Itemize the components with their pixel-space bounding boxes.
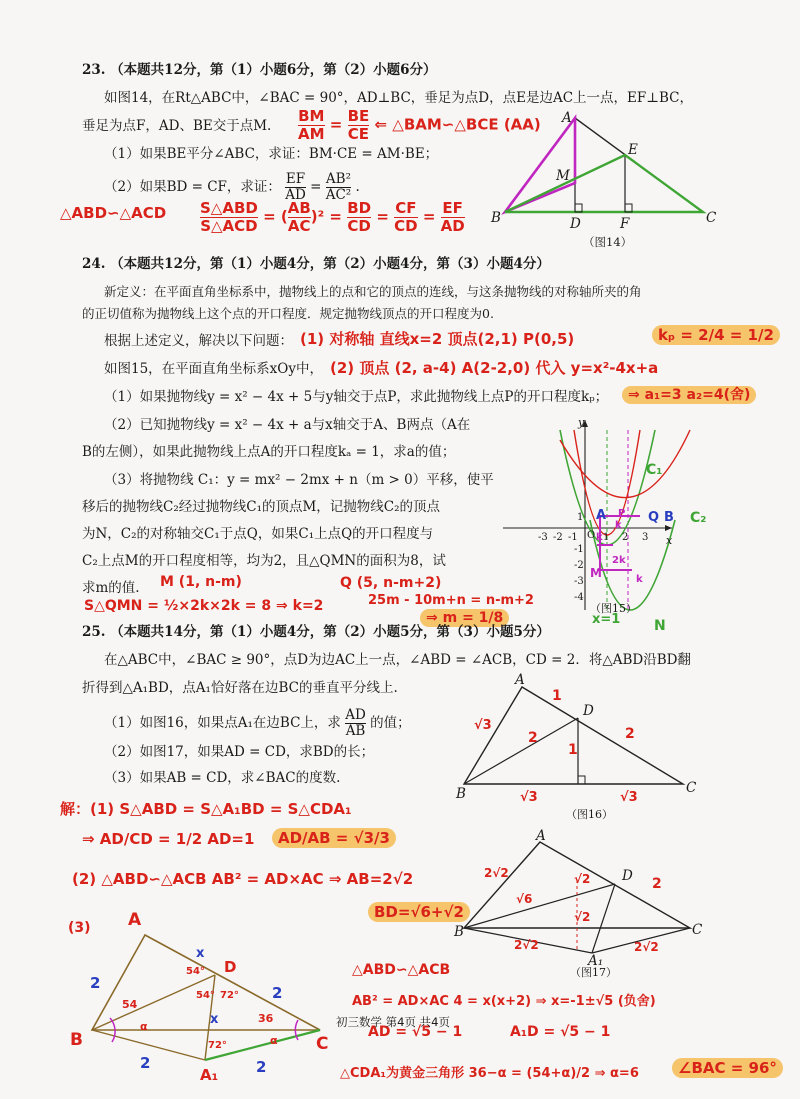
fig15-c1-label: C₁ xyxy=(646,462,663,478)
sketch-x1: x xyxy=(196,946,205,961)
fig16-ba1: √3 xyxy=(520,790,538,805)
fig15-tick-3: 3 xyxy=(642,532,649,543)
sketch-angle-54-b: 54 xyxy=(122,998,138,1011)
sketch-angle-54a: 54° xyxy=(186,966,205,977)
fig17-label-b: B xyxy=(454,924,464,940)
q24-part1: （1）如果抛物线y = x² − 4x + 5与y轴交于点P，求此抛物线上点P的开口程度kₚ； xyxy=(104,389,609,405)
hw25-ad: AD = √5 − 1 xyxy=(368,1024,463,1040)
page-footer: 初三数学 第4页 共4页 xyxy=(336,1015,450,1029)
hw25-equation: AB² = AD×AC 4 = x(x+2) ⇒ x=-1±√5 (负舍) xyxy=(352,994,656,1009)
q24-part3-line5: 求m的值. xyxy=(82,580,140,596)
fig17-label-c: C xyxy=(692,922,703,938)
hw23-ratio: $\frac{BM}{AM}$ = $\frac{BE}{CE}$ ⇐ △BAM∽△BCE (AA) xyxy=(298,107,541,143)
fig14-label-a: A xyxy=(562,110,572,126)
fig14-label-m: M xyxy=(556,168,570,184)
sketch-angle-36: 36 xyxy=(258,1012,274,1025)
q25-stem-line2: 折得到△A₁BD，点A₁恰好落在边BC的垂直平分线上. xyxy=(82,680,398,696)
fig15-ytick-m2: -2 xyxy=(574,560,584,571)
hw24-answer3: ⇒ a₁=3 a₂=4(舍) xyxy=(622,384,756,404)
hw25-answer3: ∠BAC = 96° xyxy=(672,1058,783,1078)
fig16-label-a: A xyxy=(515,672,525,688)
fig14-label-f: F xyxy=(620,216,630,232)
fig15-m-label: M xyxy=(590,566,602,580)
fig15-x1-label: x=1 xyxy=(592,612,621,627)
fig15-tick-m2: -2 xyxy=(553,532,563,543)
fig15-ytick-m1: -1 xyxy=(574,544,584,555)
sketch-label-b: B xyxy=(70,1030,83,1050)
sketch-alpha1: α xyxy=(140,1020,148,1033)
hw24-eq: 25m - 10m+n = n-m+2 xyxy=(368,593,534,608)
hw23-similar: △ABD∽△ACD xyxy=(60,204,167,222)
fig17-caption: （图17） xyxy=(570,966,617,979)
fig17-bd: √6 xyxy=(516,892,533,906)
sketch-label-a1: A₁ xyxy=(200,1066,219,1084)
hw25-answer2: BD=√6+√2 xyxy=(368,902,470,922)
q25-heading: 25. （本题共14分，第（1）小题4分，第（2）小题5分，第（3）小题5分） xyxy=(82,624,550,640)
sketch-label-d: D xyxy=(224,958,237,976)
fig14-label-c: C xyxy=(706,210,717,226)
fig17-ad: √2 xyxy=(574,872,591,886)
hw24-q: Q (5, n-m+2) xyxy=(340,575,442,591)
fig16-caption: （图16） xyxy=(566,808,613,821)
q25-part3: （3）如果AB = CD，求∠BAC的度数. xyxy=(104,770,341,786)
fig17-ba1: 2√2 xyxy=(514,938,539,952)
q24-def-line2: 的正切值称为抛物线上这个点的开口程度．规定抛物线顶点的开口程度为0. xyxy=(82,306,494,321)
hw25-solution-1: 解：(1) S△ABD = S△A₁BD = S△CDA₁ xyxy=(60,800,352,818)
hw25-answer1: AD/AB = √3/3 xyxy=(272,828,396,848)
fig16-dc: 2 xyxy=(625,726,635,742)
q25-part2: （2）如图17，如果AD = CD，求BD的长； xyxy=(104,744,375,760)
fig14-caption: （图14） xyxy=(583,235,633,249)
hw24-area: S△QMN = ½×2k×2k = 8 ⇒ k=2 xyxy=(84,598,324,614)
q24-def-line1: 新定义：在平面直角坐标系中，抛物线上的点和它的顶点的连线，与这条抛物线的对称轴所夹的角 xyxy=(104,284,642,299)
sketch-label-a: A xyxy=(128,910,142,930)
q24-heading: 24. （本题共12分，第（1）小题4分，第（2）小题4分，第（3）小题4分） xyxy=(82,256,550,272)
q25-part1: （1）如图16，如果点A₁在边BC上，求 $\frac{AD}{AB}$ 的值； xyxy=(104,707,411,739)
fig17-label-a1: A₁ xyxy=(588,953,604,969)
q24-part3-line1: （3）将抛物线 C₁：y = mx² − 2mx + n（m > 0）平移，使平 xyxy=(104,472,494,488)
fig17-dc: 2 xyxy=(652,876,662,892)
hw24-answer2: (2) 顶点 (2, a-4) A(2-2,0) 代入 y=x²-4x+a xyxy=(330,359,659,377)
fig15-k3-label: k xyxy=(615,520,622,531)
q24-part2-line2: B的左侧），如果此抛物线上点A的开口程度kₐ = 1，求a的值； xyxy=(82,444,456,460)
fig16-bd: 2 xyxy=(528,730,538,746)
fig15-tick-1: 1 xyxy=(603,532,610,543)
fig16-ad: 1 xyxy=(552,688,562,704)
fig15-caption: （图15） xyxy=(590,602,637,615)
fig15-axis-x: x xyxy=(666,534,673,547)
q24-part3-line2: 移后的抛物线C₂经过抛物线C₁的顶点M，记抛物线C₂的顶点 xyxy=(82,499,441,515)
fig16-a1c: √3 xyxy=(620,790,638,805)
fig17-label-a: A xyxy=(536,828,546,844)
fig16-ab: √3 xyxy=(474,718,492,733)
fig15-k-label: k xyxy=(596,532,603,543)
fig15-tick-2: 2 xyxy=(622,532,629,543)
q23-heading: 23. （本题共12分，第（1）小题6分，第（2）小题6分） xyxy=(82,62,437,78)
q25-stem-line1: 在△ABC中，∠BAC ≥ 90°，点D为边AC上一点，∠ABD = ∠ACB，CD = 2．将△ABD沿BD翻 xyxy=(104,652,691,668)
hw25-a1d: A₁D = √5 − 1 xyxy=(510,1024,611,1040)
fig15-a-label: A xyxy=(596,508,607,523)
fig14-label-d: D xyxy=(570,216,581,232)
fig15-n-label: N xyxy=(654,618,666,634)
fig16-da1: 1 xyxy=(568,742,578,758)
hw25-solution-2: (2) △ABD∽△ACB AB² = AD×AC ⇒ AB=2√2 xyxy=(72,870,414,888)
hw25-golden: △CDA₁为黄金三角形 36−α = (54+α)/2 ⇒ α=6 xyxy=(340,1066,639,1081)
fig15-ytick-1: 1 xyxy=(577,512,584,523)
sketch-side-dc: 2 xyxy=(272,984,283,1002)
fig15-origin: O xyxy=(587,530,596,541)
hw24-m: M (1, n-m) xyxy=(160,574,242,590)
hw24-answer1: (1) 对称轴 直线x=2 顶点(2,1) P(0,5) xyxy=(300,330,575,348)
fig15-k2-label: k xyxy=(636,574,643,585)
q24-part3-line4: C₂上点M的开口程度相等，均为2，且△QMN的面积为8，试 xyxy=(82,553,446,569)
fig15-p-label: P xyxy=(618,508,626,519)
fig17-ab: 2√2 xyxy=(484,866,509,880)
sketch-angle-72b: 72° xyxy=(208,1040,227,1051)
q24-fig15-intro: 如图15，在平面直角坐标系xOy中， xyxy=(104,361,323,377)
fig15-c2-label: C₂ xyxy=(690,510,707,526)
fig16-label-b: B xyxy=(456,786,466,802)
fig15-b-label: B xyxy=(664,510,674,525)
q23-part2: （2）如果BD = CF，求证： $\frac{EF}{AD}$ = $\frac{\text{AB²}}{\text{AC²}}$ . xyxy=(104,171,360,203)
hw25-part3-label: (3) xyxy=(68,920,91,936)
fig15-q-label: Q xyxy=(648,510,660,525)
fig15-axis-y: y xyxy=(578,416,585,429)
sketch-side-ab: 2 xyxy=(90,974,101,992)
fig15-ytick-m3: -3 xyxy=(574,576,584,587)
sketch-label-c: C xyxy=(316,1034,329,1054)
fig15-tick-m1: -1 xyxy=(568,532,578,543)
sketch-angle-54b: 54° xyxy=(196,990,215,1001)
fig17-da1: √2 xyxy=(574,910,591,924)
fig15-tick-m3: -3 xyxy=(538,532,548,543)
q24-ask: 根据上述定义，解决以下问题： xyxy=(104,333,293,349)
fig15-ytick-m4: -4 xyxy=(574,592,584,603)
fig16-label-c: C xyxy=(686,780,697,796)
sketch-side-a1c: 2 xyxy=(256,1058,267,1076)
hw25-similar: △ABD∽△ACB xyxy=(352,962,451,978)
hw23-area-ratio: $\frac{\text{S△ABD}}{\text{S△ACD}}$ = ( $\frac{AB}{AC}$ )² = $\frac{BD}{CD}$ = $\frac{CF}{CD}$ = $\frac{EF}{AD}$ xyxy=(200,199,465,235)
sketch-x2: x xyxy=(210,1012,219,1027)
q23-stem-line2: 垂足为点F，AD、BE交于点M. xyxy=(82,118,272,134)
q23-part1: （1）如果BE平分∠ABC，求证：BM·CE = AM·BE； xyxy=(104,146,439,162)
sketch-alpha2: α xyxy=(270,1034,278,1047)
fig15-2k-label: 2k xyxy=(612,555,626,566)
fig17-label-d: D xyxy=(622,868,633,884)
fig16-label-d: D xyxy=(583,703,594,719)
q24-part3-line3: 为N，C₂的对称轴交C₁于点Q，如果C₁上点Q的开口程度与 xyxy=(82,526,434,542)
hw24-kp: kₚ = 2/4 = 1/2 xyxy=(652,325,780,345)
q23-stem-line1: 如图14，在Rt△ABC中，∠BAC = 90°，AD⊥BC，垂足为点D，点E是边AC上一点，EF⊥BC， xyxy=(104,90,693,106)
q24-part2-line1: （2）已知抛物线y = x² − 4x + a与x轴交于A、B两点（A在 xyxy=(104,417,471,433)
hw25-ratio: ⇒ AD/CD = 1/2 AD=1 xyxy=(82,830,255,848)
fig14-label-e: E xyxy=(628,142,638,158)
sketch-side-ba1: 2 xyxy=(140,1054,151,1072)
fig14-label-b: B xyxy=(491,210,501,226)
hw24-m-value: ⇒ m = 1/8 xyxy=(420,609,509,627)
fig17-a1c: 2√2 xyxy=(634,940,659,954)
sketch-angle-72a: 72° xyxy=(220,990,239,1001)
